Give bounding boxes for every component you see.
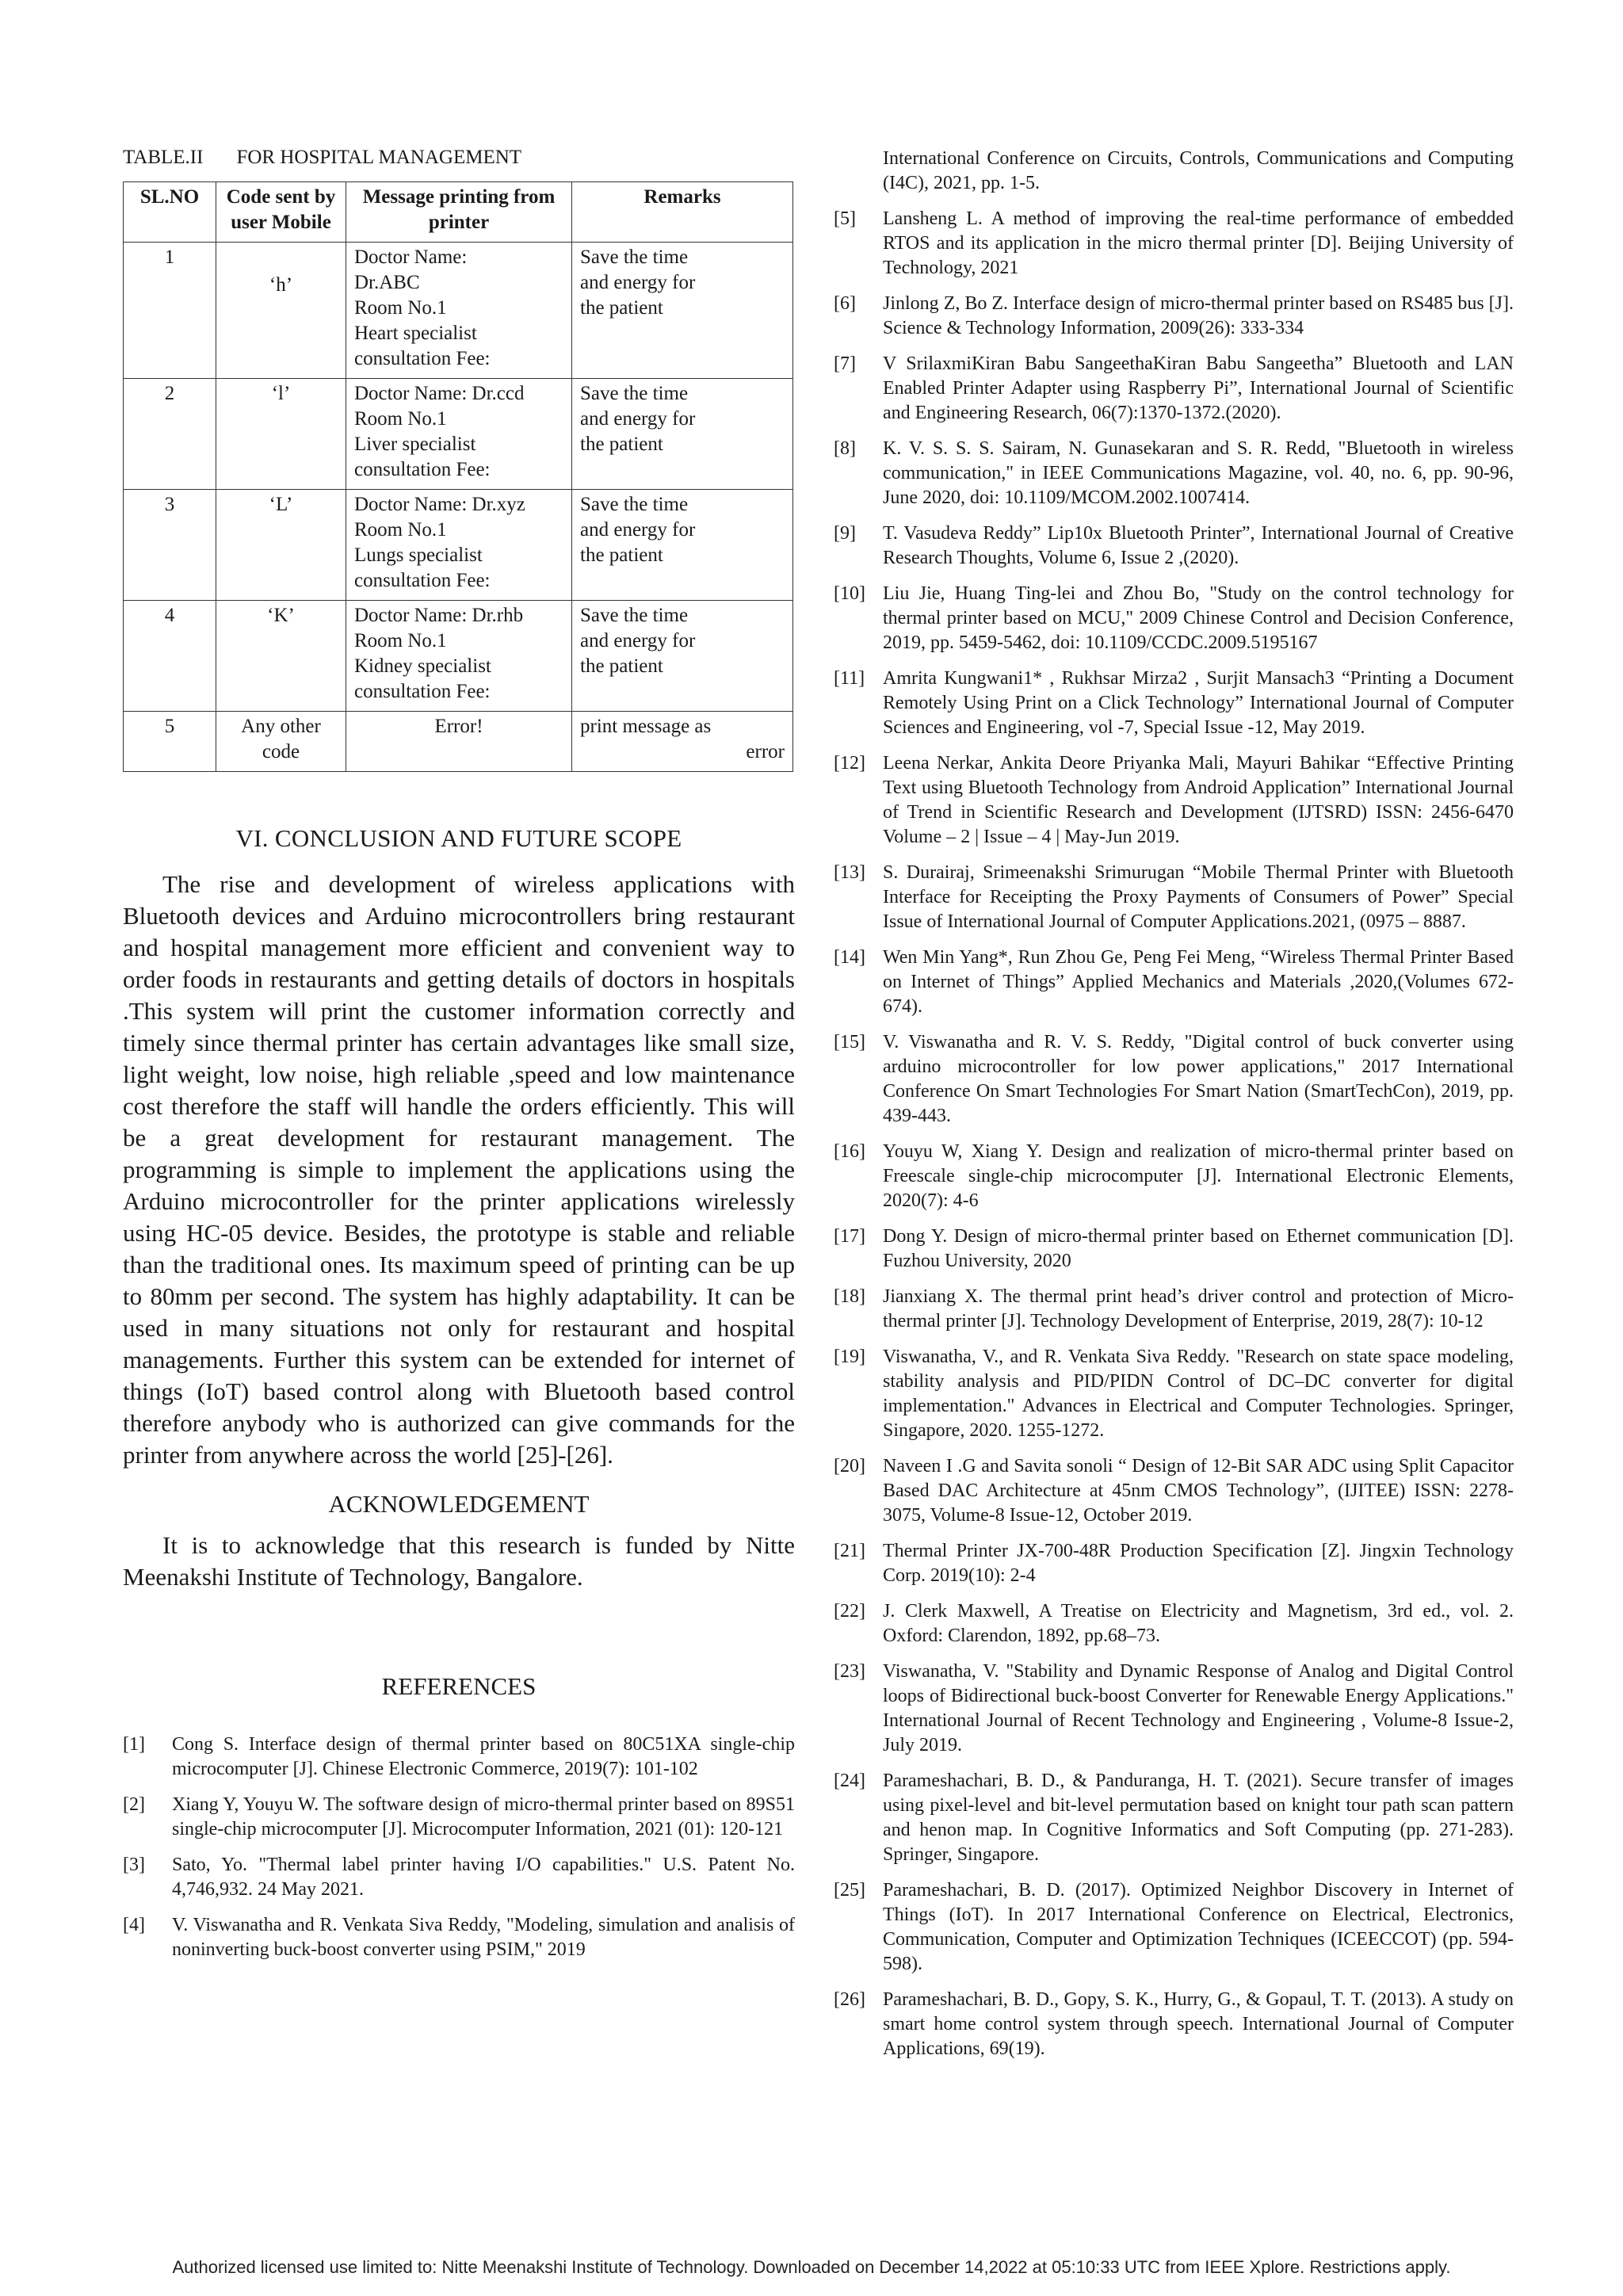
reference-number: [12] (834, 753, 865, 774)
reference-number: [14] (834, 947, 865, 968)
table-row (124, 490, 793, 601)
reference-text: Viswanatha, V., and R. Venkata Siva Reddy. "Research on state space modeling, stability analysis and PID/PIDN Control of DC–DC converter for digital implementation." Advances in Electrical and Computer Technologies. Springer, Singapore, 2020. 1255-1272. (883, 1347, 1514, 1441)
reference-text: S. Durairaj, Srimeenakshi Srimurugan “Mobile Thermal Printer with Bluetooth Interface for Receipting the Proxy Payments of Consumers of Power” Special Issue of International Journal of Computer Applications.2021, (0975 – 8887. (883, 862, 1514, 932)
reference-number: [25] (834, 1880, 865, 1901)
message-line: Doctor Name: Dr.xyz (354, 494, 525, 515)
reference-number: [11] (834, 668, 865, 689)
reference-item (123, 1853, 795, 1902)
cell-message (346, 712, 572, 772)
reference-number: [3] (123, 1855, 145, 1875)
reference-text: Cong S. Interface design of thermal printer based on 80C51XA single-chip microcomputer [J]. Chinese Electronic Commerce, 2019(7): 101-102 (172, 1734, 795, 1779)
reference-item (834, 1878, 1514, 1977)
reference-item (834, 1660, 1514, 1758)
message-line: Heart specialist (354, 323, 477, 344)
remarks-line: the patient (580, 544, 663, 566)
table-caption (123, 147, 795, 169)
cell-sl: 5 (124, 712, 216, 772)
table-header-row (124, 182, 793, 243)
reference-text: Parameshachari, B. D., Gopy, S. K., Hurry, G., & Gopaul, T. T. (2013). A study on smart home control system through speech. International Journal of Computer Applications, 69(19). (883, 1989, 1514, 2059)
reference-number: [20] (834, 1456, 865, 1477)
cell-message (346, 601, 572, 712)
remarks-line: and energy for (580, 519, 696, 541)
reference-item (834, 1769, 1514, 1867)
header-message: Message printing from printer (346, 182, 572, 243)
cell-code: Any other code (216, 712, 346, 772)
cell-sl: 3 (124, 490, 216, 601)
message-line: Room No.1 (354, 630, 447, 651)
reference-item (834, 1539, 1514, 1588)
remarks-line: Save the time (580, 494, 689, 515)
reference-text: Youyu W, Xiang Y. Design and realization of micro-thermal printer based on Freescale single-chip microcomputer [J]. International Electronic Elements, 2020(7): 4-6 (883, 1141, 1514, 1211)
remarks-line: and energy for (580, 630, 696, 651)
reference-item (834, 292, 1514, 341)
message-line: consultation Fee: (354, 348, 491, 369)
reference-number: [26] (834, 1989, 865, 2010)
reference-number: [21] (834, 1541, 865, 1561)
reference-number: [10] (834, 583, 865, 604)
reference-text: J. Clerk Maxwell, A Treatise on Electricity and Magnetism, 3rd ed., vol. 2. Oxford: Clarendon, 1892, pp.68–73. (883, 1601, 1514, 1646)
reference-item (834, 1599, 1514, 1648)
reference-text: Parameshachari, B. D., & Panduranga, H. T. (2021). Secure transfer of images using pixel-level and bit-level permutation based on knight tour path scan pattern and henon map. In Cognitive Informatics and Soft Computing (pp. 271-283). Springer, Singapore. (883, 1771, 1514, 1865)
reference-item (834, 207, 1514, 281)
conclusion-paragraph: The rise and development of wireless applications with Bluetooth devices and Arduino microcontrollers bring restaurant and hospital management more efficient and convenient way to order foods in restaurants and getting details of doctors in hospitals .This system will print the customer information correctly and timely since thermal printer has certain advantages like small size, light weight, low noise, high reliable ,speed and low maintenance cost therefore the staff will handle the orders efficiently. This will be a great development for restaurant management. The programming is simple to implement the applications using the Arduino microcontroller for the printer applications wirelessly using HC-05 device. Besides, the prototype is stable and reliable than the traditional ones. Its maximum speed of printing can be up to 80mm per second. The system has highly adaptability. It can be used in many situations not only for restaurant and hospital managements. Further this system can be extended for internet of things (IoT) based control along with Bluetooth based control therefore anybody who is authorized can give commands for the printer from anywhere across the world [25]-[26]. (123, 870, 795, 1469)
cell-code: ‘L’ (216, 490, 346, 601)
hospital-table (123, 181, 793, 772)
reference-item (834, 1224, 1514, 1274)
cell-code: ‘K’ (216, 601, 346, 712)
reference-text: Parameshachari, B. D. (2017). Optimized Neighbor Discovery in Internet of Things (IoT). In 2017 International Conference on Electrical, Electronics, Communication, Computer and Optimization Techniques (ICEECCOT) (pp. 594-598). (883, 1880, 1514, 1974)
reference-number: [15] (834, 1032, 865, 1052)
reference-item (834, 1285, 1514, 1334)
message-line: Liver specialist (354, 434, 476, 455)
message-line: Room No.1 (354, 297, 447, 319)
message-line: consultation Fee: (354, 459, 491, 480)
table-row (124, 712, 793, 772)
reference-number: [23] (834, 1661, 865, 1682)
message-line: Dr.ABC (354, 272, 420, 293)
reference-text: V SrilaxmiKiran Babu SangeethaKiran Babu Sangeetha” Bluetooth and LAN Enabled Printer Adapter using Raspberry Pi”, International Journal of Scientific and Engineering Research, 06(7):1370-1372.(2020). (883, 353, 1514, 423)
remarks-line: and energy for (580, 272, 696, 293)
cell-message (346, 490, 572, 601)
cell-sl: 1 (124, 243, 216, 379)
reference-item (834, 751, 1514, 850)
license-footer: Authorized licensed use limited to: Nitte Meenakshi Institute of Technology. Downloaded on December 14,2022 at 05:10:33 UTC from IEEE Xplore. Restrictions apply. (172, 2257, 1451, 2277)
reference-number: [1] (123, 1734, 145, 1755)
cell-remarks (572, 379, 793, 490)
message-line: Lungs specialist (354, 544, 483, 566)
remarks-line: Save the time (580, 246, 689, 268)
remarks-line: the patient (580, 434, 663, 455)
reference-number: [13] (834, 862, 865, 883)
reference-item (834, 1030, 1514, 1129)
reference-number: [24] (834, 1771, 865, 1791)
cell-remarks (572, 490, 793, 601)
reference-number: [18] (834, 1286, 865, 1307)
cell-sl: 4 (124, 601, 216, 712)
reference-number: [5] (834, 208, 856, 229)
conclusion-heading: VI. CONCLUSION AND FUTURE SCOPE (235, 824, 682, 852)
remarks-line: the patient (580, 297, 663, 319)
header-code: Code sent by user Mobile (216, 182, 346, 243)
reference-text: V. Viswanatha and R. Venkata Siva Reddy, "Modeling, simulation and analisis of noninverting buck-boost converter using PSIM," 2019 (172, 1915, 795, 1960)
cell-remarks (572, 243, 793, 379)
reference-text: Thermal Printer JX-700-48R Production Specification [Z]. Jingxin Technology Corp. 2019(10): 2-4 (883, 1541, 1514, 1586)
reference-text: Jianxiang X. The thermal print head’s driver control and protection of Micro-thermal printer [J]. Technology Development of Enterprise, 2019, 28(7): 10-12 (883, 1286, 1514, 1331)
reference-number: [19] (834, 1347, 865, 1367)
reference-text: Viswanatha, V. "Stability and Dynamic Response of Analog and Digital Control loops of Bidirectional buck-boost Converter for Renewable Energy Applications." International Journal of Recent Technology and Engineering , Volume-8 Issue-2, July 2019. (883, 1661, 1514, 1755)
acknowledgement-paragraph: It is to acknowledge that this research is funded by Nitte Meenakshi Institute of Technology, Bangalore. (123, 1531, 795, 1591)
message-line: Kidney specialist (354, 655, 491, 677)
reference-item (834, 1988, 1514, 2061)
reference-number: [7] (834, 353, 856, 374)
reference-text: Sato, Yo. "Thermal label printer having I/O capabilities." U.S. Patent No. 4,746,932. 24 May 2021. (172, 1855, 795, 1900)
reference-number: [8] (834, 438, 856, 459)
message-line: Room No.1 (354, 519, 447, 541)
reference-text: Lansheng L. A method of improving the real-time performance of embedded RTOS and its application in the micro thermal printer [D]. Beijing University of Technology, 2021 (883, 208, 1514, 278)
message-line: Error! (434, 716, 483, 737)
remarks-line: the patient (580, 655, 663, 677)
reference-text: Liu Jie, Huang Ting-lei and Zhou Bo, "Study on the control technology for thermal printer based on MCU," 2009 Chinese Control and Decision Conference, 2019, pp. 5459-5462, doi: 10.1109/CCDC.2009.5195167 (883, 583, 1514, 653)
reference-item (123, 1913, 795, 1962)
reference-text: K. V. S. S. S. Sairam, N. Gunasekaran and S. R. Redd, "Bluetooth in wireless communication," in IEEE Communications Magazine, vol. 40, no. 6, pp. 90-96, June 2020, doi: 10.1109/MCOM.2002.1007414. (883, 438, 1514, 508)
cell-remarks (572, 601, 793, 712)
reference-continuation: International Conference on Circuits, Controls, Communications and Computing (I4C), 2021, pp. 1-5. (883, 148, 1514, 193)
reference-text: V. Viswanatha and R. V. S. Reddy, "Digital control of buck converter using arduino microcontroller for low power applications," 2017 International Conference On Smart Technologies For Smart Nation (SmartTechCon), 2019, pp. 439-443. (883, 1032, 1514, 1126)
table-row (124, 243, 793, 379)
reference-item (834, 1454, 1514, 1528)
message-line: consultation Fee: (354, 681, 491, 702)
cell-message (346, 243, 572, 379)
table-label: TABLE.II (123, 147, 204, 168)
cell-message (346, 379, 572, 490)
reference-number: [4] (123, 1915, 145, 1935)
references-heading: REFERENCES (381, 1672, 537, 1700)
reference-item (834, 667, 1514, 740)
table-row (124, 379, 793, 490)
reference-text: T. Vasudeva Reddy” Lip10x Bluetooth Printer”, International Journal of Creative Research Thoughts, Volume 6, Issue 2 ,(2020). (883, 523, 1514, 568)
reference-item (834, 946, 1514, 1019)
table-row (124, 601, 793, 712)
left-column (123, 147, 795, 1973)
remarks-line: Save the time (580, 605, 689, 626)
reference-number: [22] (834, 1601, 865, 1622)
reference-number: [2] (123, 1794, 145, 1815)
cell-remarks (572, 712, 793, 772)
reference-item (834, 521, 1514, 571)
cell-code: ‘h’ (216, 243, 346, 379)
reference-text: Dong Y. Design of micro-thermal printer based on Ethernet communication [D]. Fuzhou University, 2020 (883, 1226, 1514, 1271)
acknowledgement-heading: ACKNOWLEDGEMENT (328, 1490, 590, 1518)
cell-sl: 2 (124, 379, 216, 490)
message-line: Doctor Name: Dr.rhb (354, 605, 524, 626)
remarks-line: Save the time (580, 383, 689, 404)
message-line: Doctor Name: (354, 246, 468, 268)
remarks-line: print message as (580, 716, 712, 737)
reference-text: Amrita Kungwani1* , Rukhsar Mirza2 , Surjit Mansach3 “Printing a Document Remotely Using Print on a Click Technology” International Journal of Computer Sciences and Engineering, vol -7, Special Issue -12, May 2019. (883, 668, 1514, 738)
reference-item (123, 1793, 795, 1842)
reference-text: Jinlong Z, Bo Z. Interface design of micro-thermal printer based on RS485 bus [J]. Science & Technology Information, 2009(26): 333-334 (883, 293, 1514, 338)
reference-item (834, 1140, 1514, 1213)
remarks-line: error (746, 741, 785, 762)
reference-number: [9] (834, 523, 856, 544)
cell-code: ‘l’ (216, 379, 346, 490)
reference-item (123, 1733, 795, 1782)
reference-item (834, 582, 1514, 655)
reference-item (834, 352, 1514, 426)
references-left-list (123, 1733, 795, 1962)
message-line: Doctor Name: Dr.ccd (354, 383, 525, 404)
reference-item (834, 861, 1514, 934)
reference-text: Wen Min Yang*, Run Zhou Ge, Peng Fei Meng, “Wireless Thermal Printer Based on Internet of Things” Applied Mechanics and Materials ,2020,(Volumes 672-674). (883, 947, 1514, 1017)
reference-text: Leena Nerkar, Ankita Deore Priyanka Mali, Mayuri Bahikar “Effective Printing Text using Bluetooth Technology from Android Application” International Journal of Trend in Scientific Research and Development (IJTSRD) ISSN: 2456-6470 Volume – 2 | Issue – 4 | May-Jun 2019. (883, 753, 1514, 847)
message-line: Room No.1 (354, 408, 447, 430)
remarks-line: and energy for (580, 408, 696, 430)
message-line: consultation Fee: (354, 570, 491, 591)
right-column (834, 147, 1514, 2073)
table-title: FOR HOSPITAL MANAGEMENT (236, 147, 522, 168)
reference-number: [17] (834, 1226, 865, 1247)
reference-text: Xiang Y, Youyu W. The software design of micro-thermal printer based on 89S51 single-chip microcomputer [J]. Microcomputer Information, 2021 (01): 120-121 (172, 1794, 795, 1839)
reference-text: Naveen I .G and Savita sonoli “ Design of 12-Bit SAR ADC using Split Capacitor Based DAC Architecture at 45nm CMOS Technology”, (IJITEE) ISSN: 2278-3075, Volume-8 Issue-12, October 2019. (883, 1456, 1514, 1526)
reference-number: [16] (834, 1141, 865, 1162)
header-sl-no: SL.NO (124, 182, 216, 243)
reference-item (834, 1345, 1514, 1443)
references-right-list (834, 207, 1514, 2061)
reference-item (834, 437, 1514, 510)
header-remarks: Remarks (572, 182, 793, 243)
reference-number: [6] (834, 293, 856, 314)
